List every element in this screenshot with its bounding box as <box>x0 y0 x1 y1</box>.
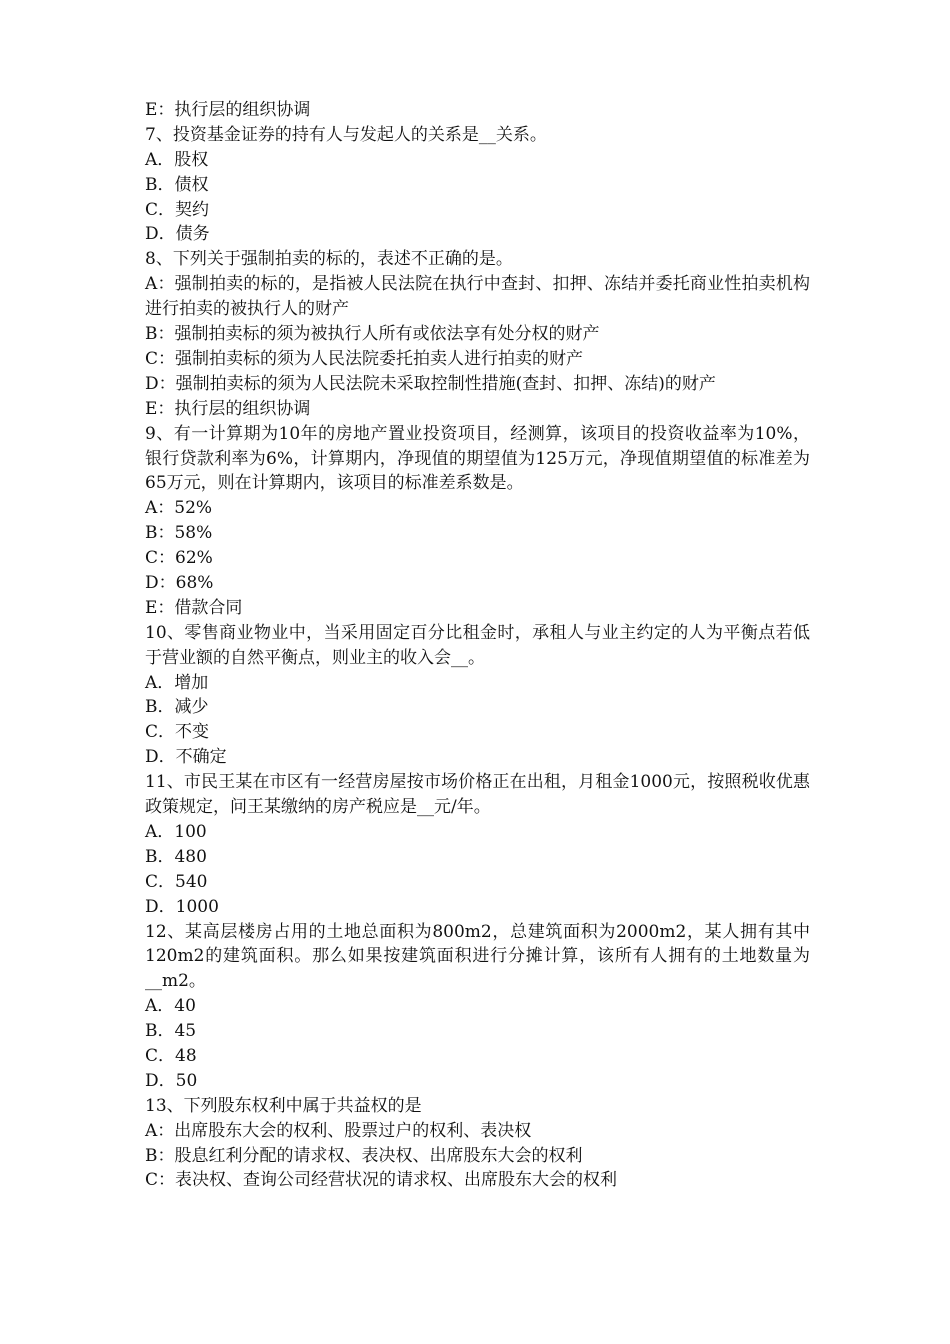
option-b-q13: B：股息红利分配的请求权、表决权、出席股东大会的权利 <box>145 1145 583 1166</box>
option-b-q12: B．45 <box>145 1021 197 1042</box>
option-c-q8: C：强制拍卖标的须为人民法院委托拍卖人进行拍卖的财产 <box>145 348 584 369</box>
option-e-q8: E：执行层的组织协调 <box>145 398 311 419</box>
option-b-q7: B．债权 <box>145 174 209 195</box>
question-12: 12、某高层楼房占用的土地总面积为800m2，总建筑面积为2000m2，某人拥有其中120m2的建筑面积。那么如果按建筑面积进行分摊计算，该所有人拥有的土地数量为__m2。 <box>145 921 810 992</box>
option-a-q12: A．40 <box>145 996 196 1017</box>
option-d-q8: D：强制拍卖标的须为人民法院未采取控制性措施(查封、扣押、冻结)的财产 <box>145 373 716 394</box>
question-11: 11、市民王某在市区有一经营房屋按市场价格正在出租，月租金1000元，按照税收优惠政策规定，问王某缴纳的房产税应是__元/年。 <box>145 772 810 818</box>
option-b-q10: B．减少 <box>145 697 209 718</box>
option-c-q10: C．不变 <box>145 722 210 743</box>
option-c-q7: C．契约 <box>145 199 210 220</box>
option-d-q11: D．1000 <box>145 896 219 917</box>
option-c-q9: C：62% <box>145 548 213 569</box>
option-d-q9: D：68% <box>145 573 214 593</box>
option-a-q9: A：52% <box>145 498 213 519</box>
option-a-q8: A：强制拍卖的标的，是指被人民法院在执行中查封、扣押、冻结并委托商业性拍卖机构进行拍卖的被执行人的财产 <box>145 274 810 320</box>
question-9: 9、有一计算期为10年的房地产置业投资项目，经测算，该项目的投资收益率为10%，银行贷款利率为6%，计算期内，净现值的期望值为125万元，净现值期望值的标准差为65万元，则在计算期内，该项目的标准差系数是。 <box>145 423 810 494</box>
option-e-q9: E：借款合同 <box>145 597 243 618</box>
option-c-q12: C．48 <box>145 1046 197 1067</box>
option-a-q7: A．股权 <box>145 149 209 170</box>
question-7: 7、投资基金证券的持有人与发起人的关系是__关系。 <box>145 124 547 145</box>
option-b-q8: B：强制拍卖标的须为被执行人所有或依法享有处分权的财产 <box>145 324 600 345</box>
option-d-q7: D．债务 <box>145 224 210 245</box>
document-body <box>145 98 810 1193</box>
option-a-q13: A：出席股东大会的权利、股票过户的权利、表决权 <box>145 1120 532 1141</box>
option-a-q10: A．增加 <box>145 672 209 693</box>
question-8: 8、下列关于强制拍卖的标的，表述不正确的是。 <box>145 249 513 270</box>
question-13: 13、下列股东权利中属于共益权的是 <box>145 1095 422 1116</box>
option-b-q9: B：58% <box>145 523 213 544</box>
option-b-q11: B．480 <box>145 846 207 867</box>
option-d-q12: D．50 <box>145 1070 198 1091</box>
option-d-q10: D．不确定 <box>145 747 227 768</box>
option-c-q11: C．540 <box>145 871 208 892</box>
option-a-q11: A．100 <box>145 821 207 842</box>
option-c-q13: C：表决权、查询公司经营状况的请求权、出席股东大会的权利 <box>145 1170 618 1191</box>
option-e-q6: E：执行层的组织协调 <box>145 100 311 120</box>
question-10: 10、零售商业物业中，当采用固定百分比租金时，承租人与业主约定的人为平衡点若低于营业额的自然平衡点，则业主的收入会__。 <box>145 622 810 668</box>
